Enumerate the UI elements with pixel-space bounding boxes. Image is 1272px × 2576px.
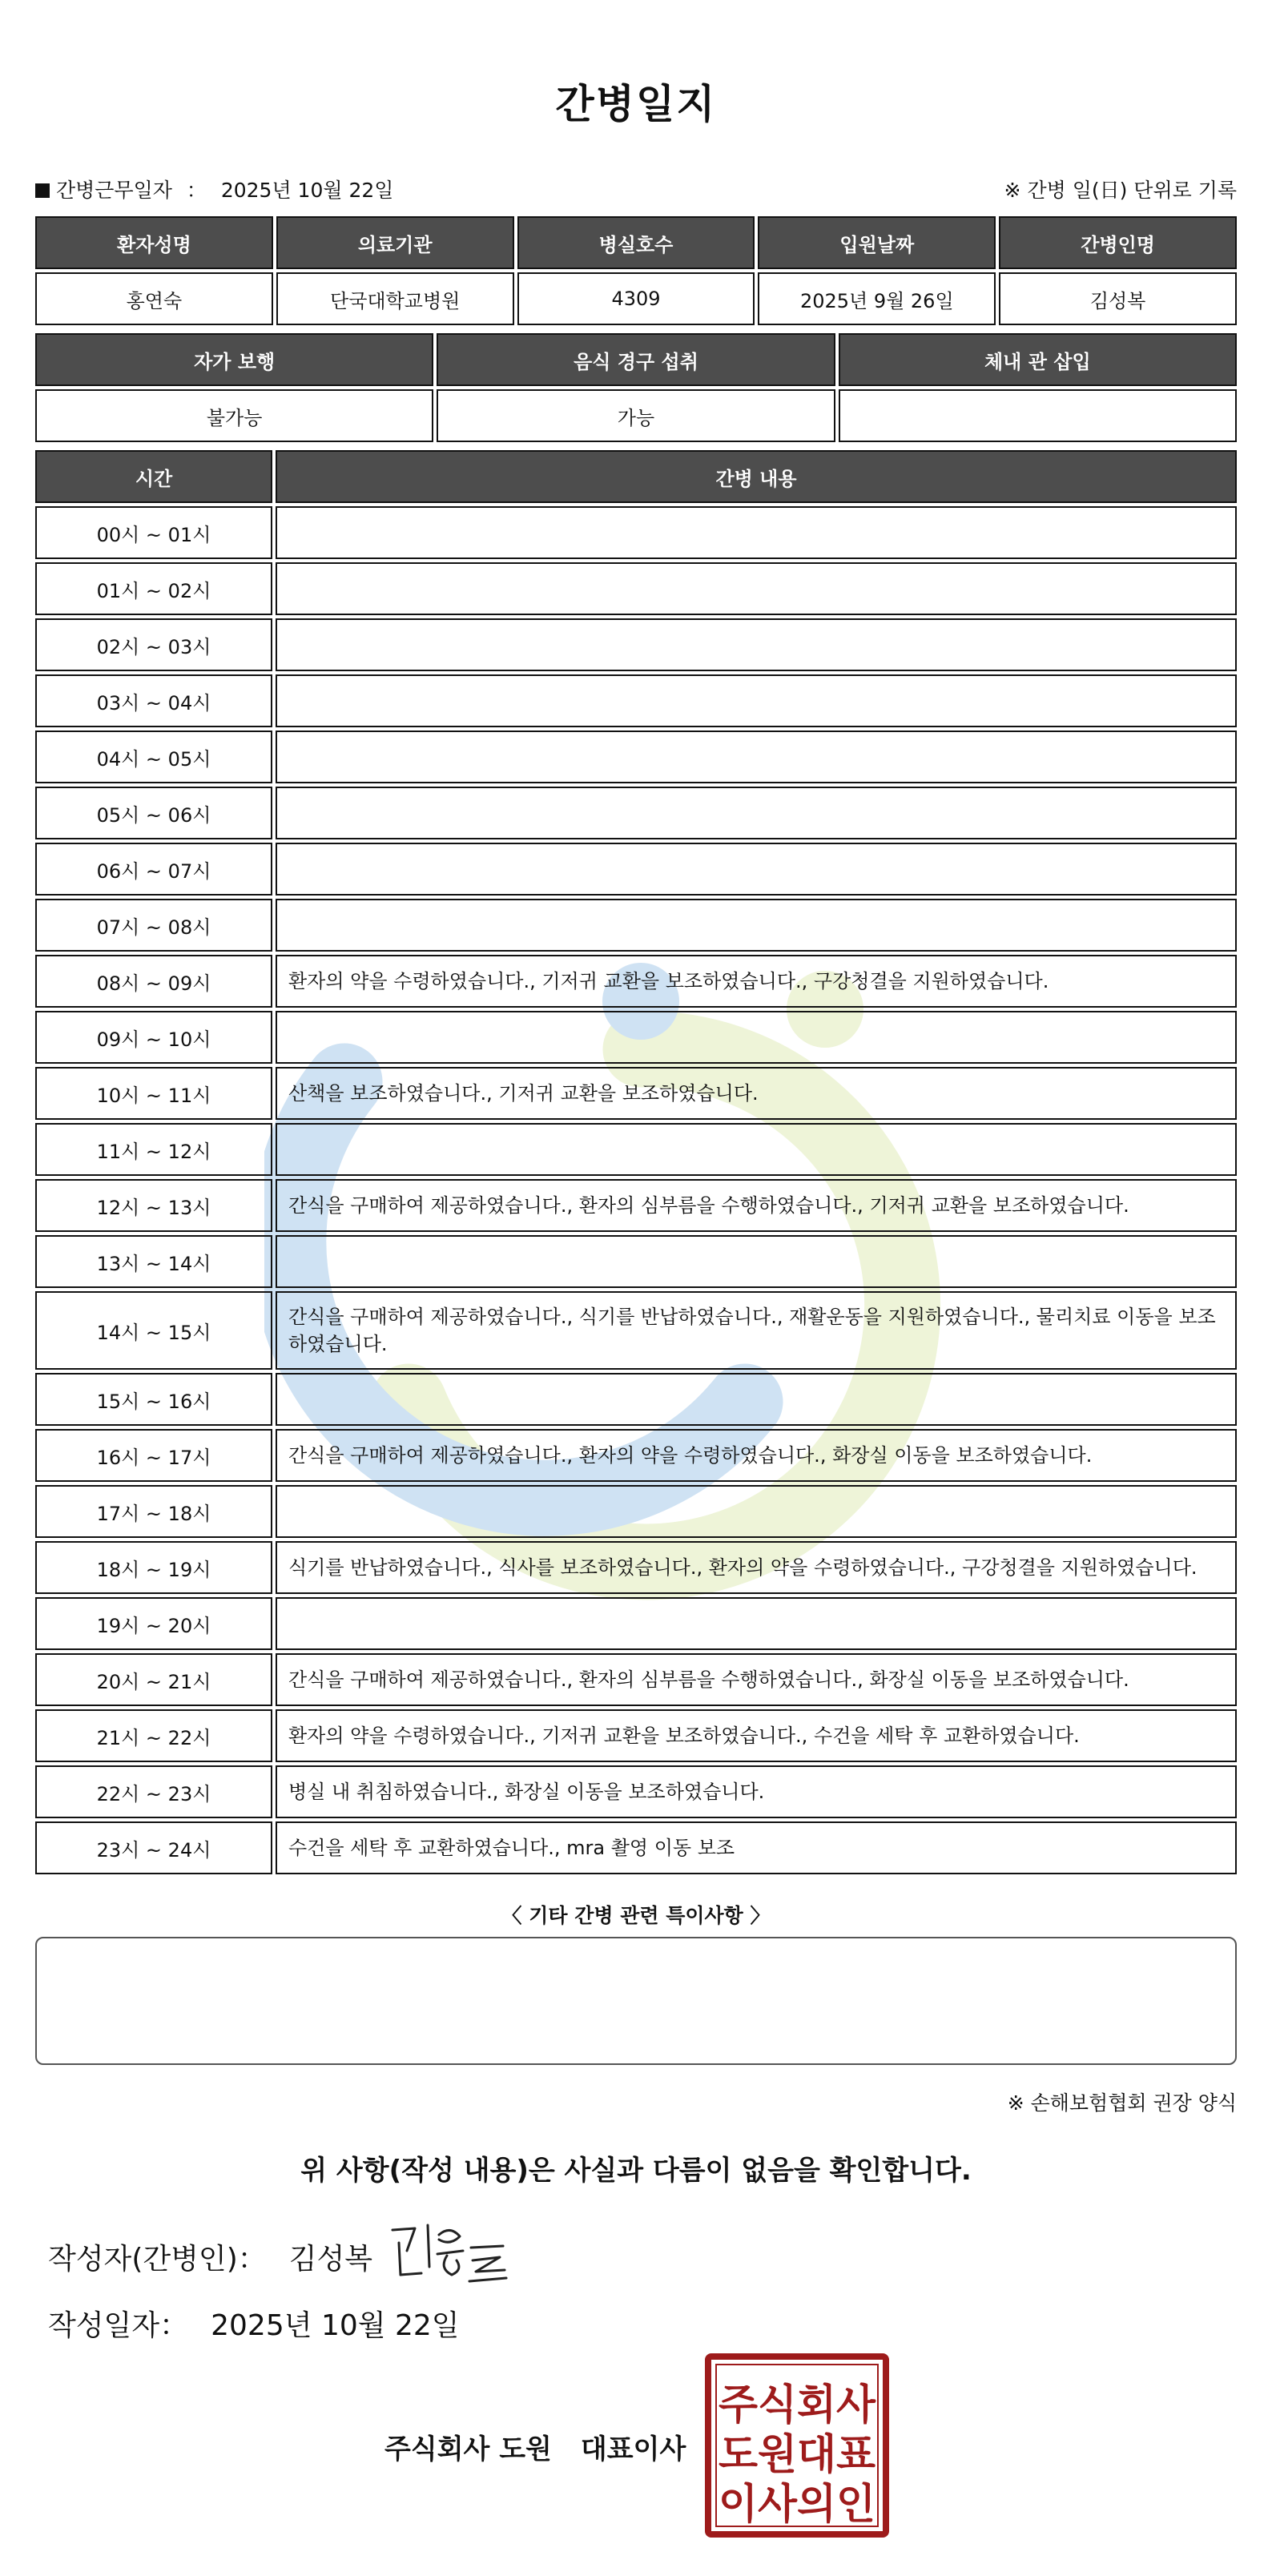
writer-label: 작성자(간병인)： — [48, 2243, 267, 2276]
table-row — [35, 1373, 1237, 1426]
time-cell: 09시 ~ 10시 — [35, 1011, 272, 1064]
writer-name: 김성복 — [288, 2243, 373, 2276]
work-date-value: 2025년 10월 22일 — [220, 179, 394, 202]
time-cell: 00시 ~ 01시 — [35, 506, 272, 559]
seal-line-3: 이사의인 — [719, 2481, 876, 2529]
content-cell: 산책을 보조하였습니다., 기저귀 교환을 보조하였습니다. — [276, 1067, 1237, 1120]
write-date-label: 작성일자： — [48, 2309, 189, 2342]
time-cell: 01시 ~ 02시 — [35, 562, 272, 615]
content-cell: 병실 내 취침하였습니다., 화장실 이동을 보조하였습니다. — [276, 1765, 1237, 1818]
insurance-note: ※ 손해보험협회 권장 양식 — [1007, 2091, 1237, 2115]
time-cell: 14시 ~ 15시 — [35, 1291, 272, 1370]
table-row — [35, 1821, 1237, 1874]
hospital-name: 단국대학교병원 — [276, 272, 514, 325]
time-cell: 21시 ~ 22시 — [35, 1709, 272, 1762]
time-cell: 16시 ~ 17시 — [35, 1429, 272, 1482]
header-patient-name: 환자성명 — [35, 216, 273, 269]
work-date-separator: ： — [186, 179, 207, 202]
table-row — [35, 955, 1237, 1008]
time-cell: 05시 ~ 06시 — [35, 787, 272, 839]
time-cell: 12시 ~ 13시 — [35, 1179, 272, 1232]
admission-date: 2025년 9월 26일 — [758, 272, 996, 325]
content-cell — [276, 1373, 1237, 1426]
header-hospital: 의료기관 — [276, 216, 514, 269]
time-cell: 04시 ~ 05시 — [35, 731, 272, 783]
table-row — [35, 1235, 1237, 1288]
content-cell — [276, 506, 1237, 559]
table-row — [35, 1485, 1237, 1538]
record-unit-note: ※ 간병 일(日) 단위로 기록 — [1004, 179, 1237, 202]
header-tube-insertion: 체내 관 삽입 — [839, 333, 1237, 386]
patient-name: 홍연숙 — [35, 272, 273, 325]
page-title: 간병일지 — [555, 81, 717, 127]
signature-image — [383, 2219, 511, 2291]
table-row — [35, 1123, 1237, 1176]
care-log-table — [32, 447, 1240, 1878]
content-cell — [276, 899, 1237, 952]
table-row — [35, 1067, 1237, 1120]
table-row — [35, 674, 1237, 727]
content-cell — [276, 1123, 1237, 1176]
time-cell: 10시 ~ 11시 — [35, 1067, 272, 1120]
content-cell: 수건을 세탁 후 교환하였습니다., mra 촬영 이동 보조 — [276, 1821, 1237, 1874]
time-cell: 02시 ~ 03시 — [35, 618, 272, 671]
table-row — [35, 899, 1237, 952]
content-cell — [276, 1485, 1237, 1538]
work-date-label: 간병근무일자 — [56, 179, 172, 202]
header-time: 시간 — [35, 450, 272, 503]
content-cell: 간식을 구매하여 제공하였습니다., 식기를 반납하였습니다., 재활운동을 지원하였습니다., 물리치료 이동을 보조하였습니다. — [276, 1291, 1237, 1370]
content-cell — [276, 787, 1237, 839]
time-cell: 15시 ~ 16시 — [35, 1373, 272, 1426]
header-caregiver-name: 간병인명 — [999, 216, 1237, 269]
time-cell: 07시 ~ 08시 — [35, 899, 272, 952]
work-date-line — [35, 175, 393, 203]
content-cell: 식기를 반납하였습니다., 식사를 보조하였습니다., 환자의 약을 수령하였습니다., 구강청결을 지원하였습니다. — [276, 1541, 1237, 1594]
time-cell: 17시 ~ 18시 — [35, 1485, 272, 1538]
tube-insertion-value — [839, 389, 1237, 442]
content-cell: 환자의 약을 수령하였습니다., 기저귀 교환을 보조하였습니다., 수건을 세탁 후 교환하였습니다. — [276, 1709, 1237, 1762]
self-walking-value: 불가능 — [35, 389, 433, 442]
content-cell: 간식을 구매하여 제공하였습니다., 환자의 심부름을 수행하였습니다., 화장실 이동을 보조하였습니다. — [276, 1653, 1237, 1706]
table-row — [35, 1179, 1237, 1232]
table-row — [35, 618, 1237, 671]
company-seal-stamp — [705, 2353, 889, 2538]
time-cell: 18시 ~ 19시 — [35, 1541, 272, 1594]
remarks-title: 〈 기타 간병 관련 특이사항 〉 — [501, 1904, 771, 1927]
table-row — [35, 1597, 1237, 1650]
content-cell — [276, 674, 1237, 727]
time-cell: 03시 ~ 04시 — [35, 674, 272, 727]
content-cell — [276, 1597, 1237, 1650]
header-admission-date: 입원날짜 — [758, 216, 996, 269]
table-row — [35, 1011, 1237, 1064]
content-cell — [276, 562, 1237, 615]
content-cell — [276, 1235, 1237, 1288]
time-cell: 22시 ~ 23시 — [35, 1765, 272, 1818]
time-cell: 08시 ~ 09시 — [35, 955, 272, 1008]
content-cell — [276, 1011, 1237, 1064]
content-cell — [276, 843, 1237, 896]
table-row — [35, 1709, 1237, 1762]
table-row — [35, 731, 1237, 783]
caregiver-name: 김성복 — [999, 272, 1237, 325]
confirmation-statement: 위 사항(작성 내용)은 사실과 다름이 없음을 확인합니다. — [300, 2155, 972, 2187]
table-row — [35, 562, 1237, 615]
content-cell — [276, 618, 1237, 671]
seal-line-1: 주식회사 — [719, 2381, 876, 2429]
table-row — [35, 506, 1237, 559]
header-self-walking: 자가 보행 — [35, 333, 433, 386]
write-date-line — [48, 2303, 460, 2344]
table-row — [35, 843, 1237, 896]
table-row — [35, 1653, 1237, 1706]
time-cell: 23시 ~ 24시 — [35, 1821, 272, 1874]
table-row — [35, 1765, 1237, 1818]
content-cell: 환자의 약을 수령하였습니다., 기저귀 교환을 보조하였습니다., 구강청결을 지원하였습니다. — [276, 955, 1237, 1008]
seal-line-2: 도원대표 — [719, 2431, 876, 2479]
write-date-value: 2025년 10월 22일 — [211, 2309, 460, 2342]
header-care-content: 간병 내용 — [276, 450, 1237, 503]
oral-intake-value: 가능 — [437, 389, 835, 442]
table-row — [35, 787, 1237, 839]
room-number: 4309 — [517, 272, 755, 325]
table-row — [35, 1291, 1237, 1370]
time-cell: 06시 ~ 07시 — [35, 843, 272, 896]
patient-info-table — [32, 213, 1240, 328]
content-cell — [276, 731, 1237, 783]
patient-status-table — [32, 330, 1240, 445]
table-row — [35, 1429, 1237, 1482]
table-row — [35, 1541, 1237, 1594]
remarks-box — [35, 1937, 1237, 2065]
content-cell: 간식을 구매하여 제공하였습니다., 환자의 약을 수령하였습니다., 화장실 이동을 보조하였습니다. — [276, 1429, 1237, 1482]
header-room-number: 병실호수 — [517, 216, 755, 269]
content-cell: 간식을 구매하여 제공하였습니다., 환자의 심부름을 수행하였습니다., 기저귀 교환을 보조하였습니다. — [276, 1179, 1237, 1232]
time-cell: 19시 ~ 20시 — [35, 1597, 272, 1650]
time-cell: 20시 ~ 21시 — [35, 1653, 272, 1706]
header-oral-intake: 음식 경구 섭취 — [437, 333, 835, 386]
company-name: 주식회사 도원 — [384, 2433, 552, 2465]
square-bullet-icon — [35, 183, 50, 198]
company-line — [384, 2427, 686, 2466]
company-representative: 대표이사 — [580, 2433, 686, 2465]
time-cell: 11시 ~ 12시 — [35, 1123, 272, 1176]
time-cell: 13시 ~ 14시 — [35, 1235, 272, 1288]
writer-line — [48, 2236, 372, 2277]
